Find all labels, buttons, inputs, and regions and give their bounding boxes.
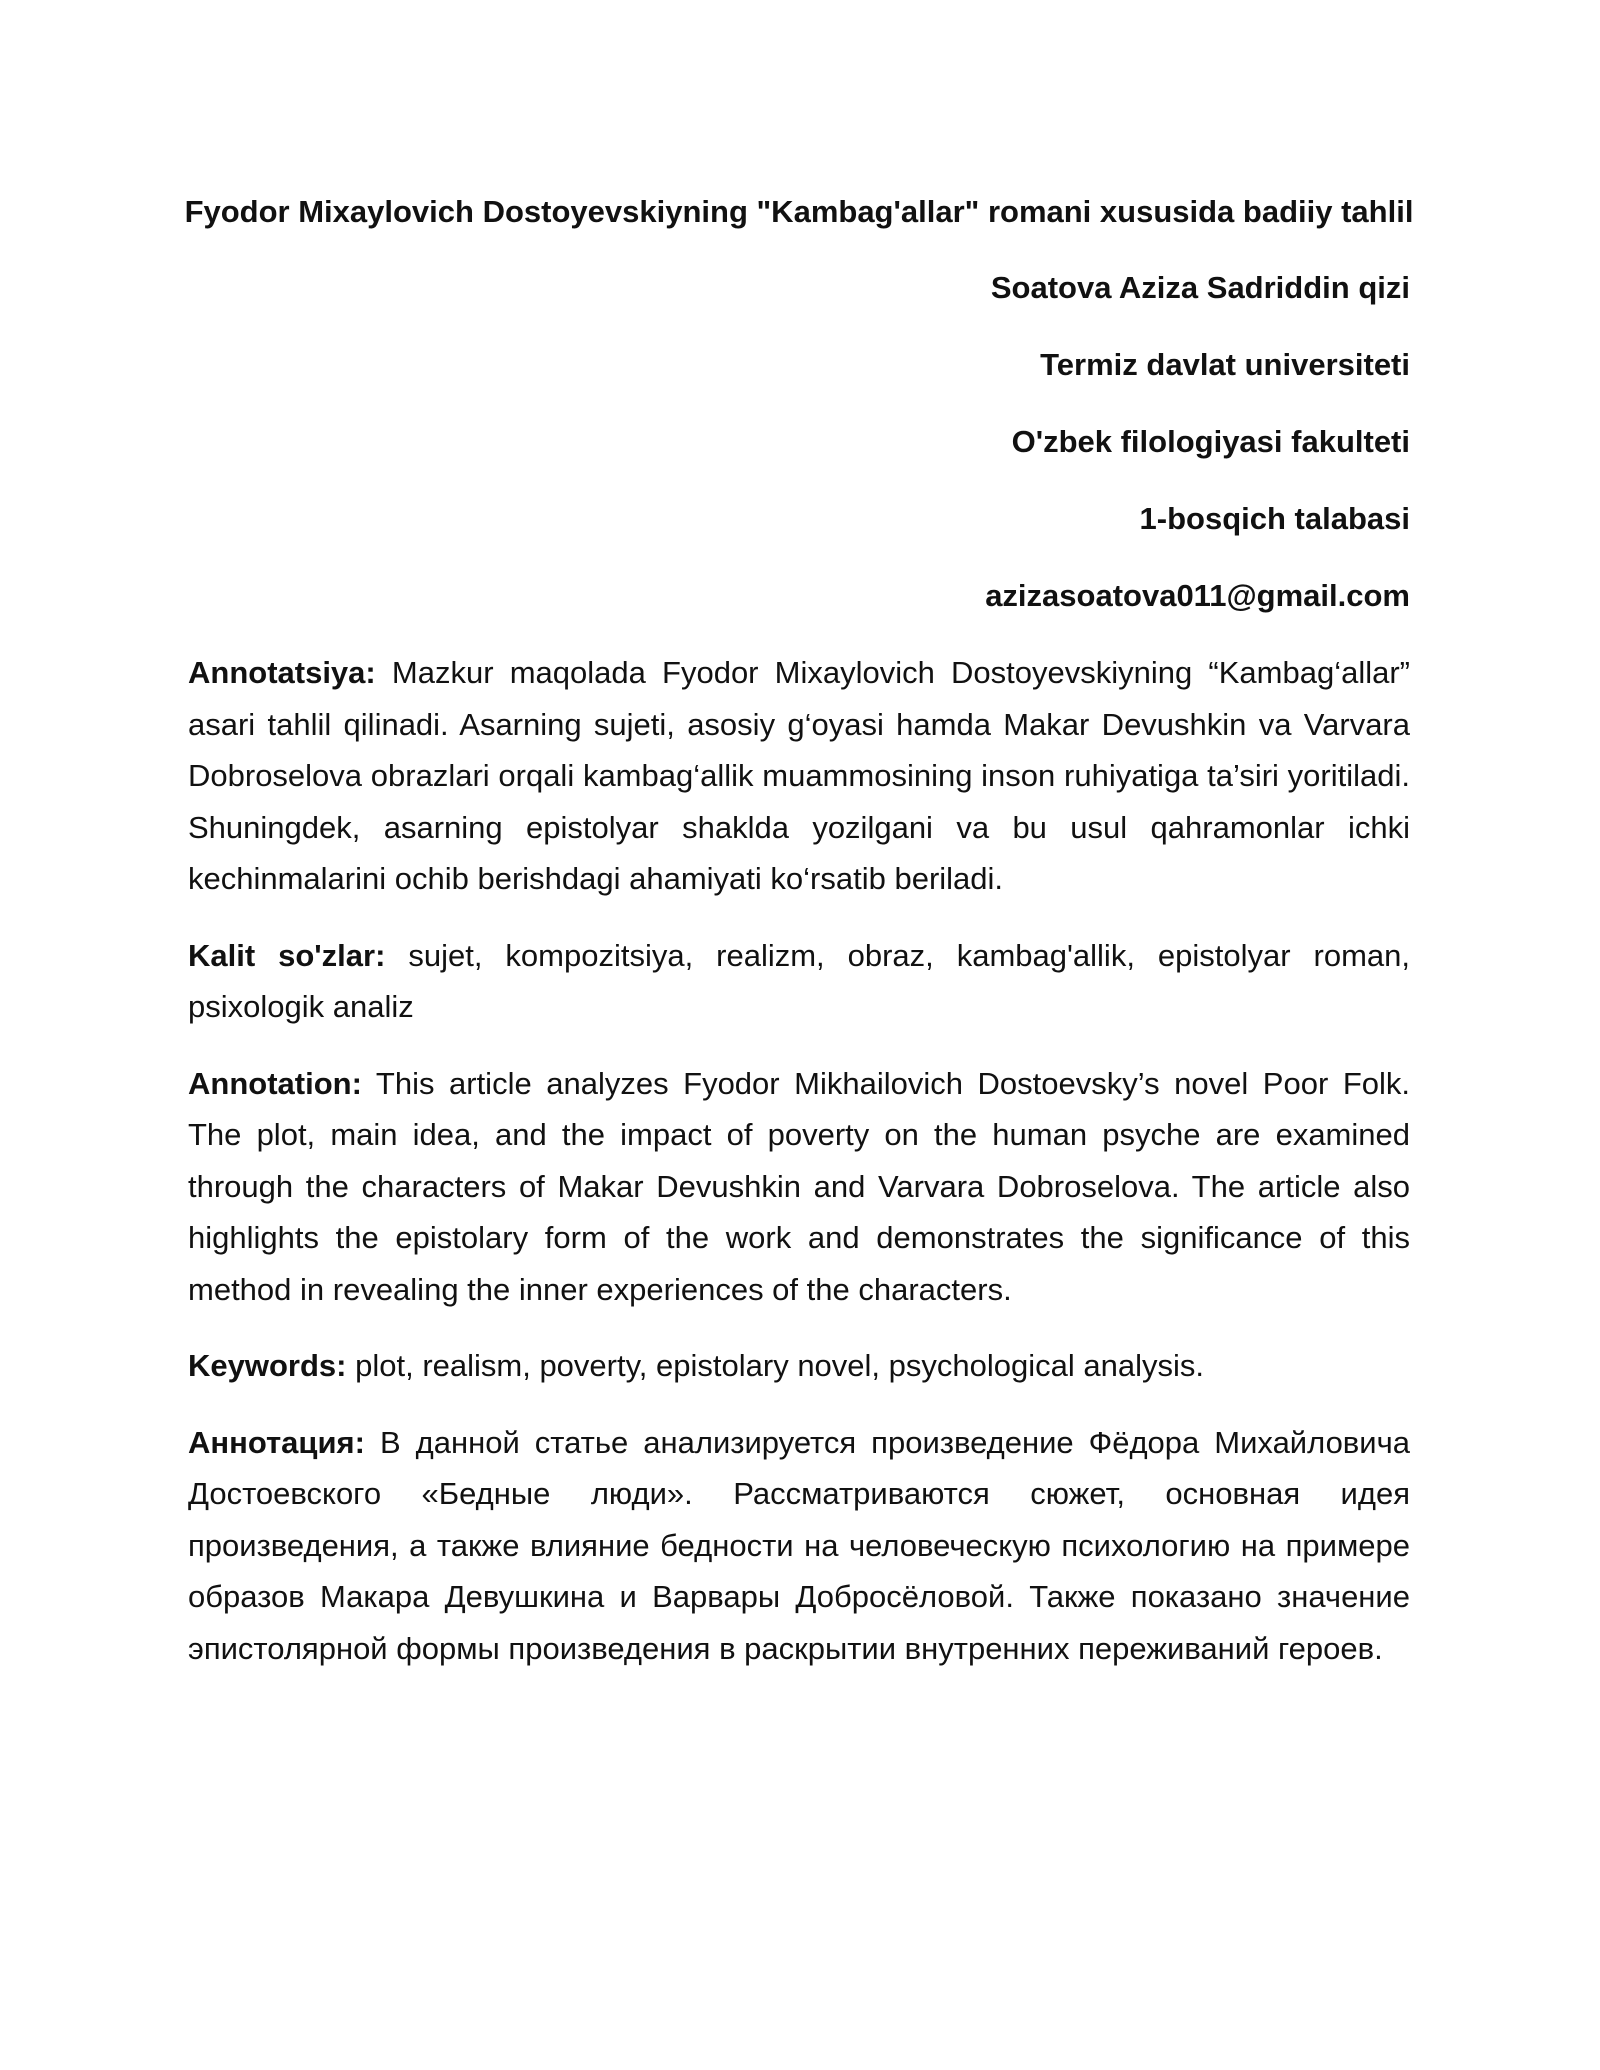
abstract-english — [188, 1058, 1410, 1316]
abstract-english-label: Annotation: — [188, 1065, 362, 1101]
article-title: Fyodor Mixaylovich Dostoyevskiyning "Kambag'allar" romani xususida badiiy tahlil — [184, 194, 1414, 229]
author-university: Termiz davlat universiteti — [1040, 347, 1410, 382]
abstract-english-text: This article analyzes Fyodor Mikhailovich Dostoevsky’s novel Poor Folk. The plot, main idea, and the impact of poverty on the human psyche are examined through the characters of Makar Devushkin and Varvara Dobroselova. The article also highlights the epistolary form of the work and demonstrates the significance of this method in revealing the inner experiences of the characters. — [188, 1065, 1410, 1307]
abstract-uzbek-text: Mazkur maqolada Fyodor Mixaylovich Dostoyevskiyning “Kambag‘allar” asari tahlil qilinadi. Asarning sujeti, asosiy g‘oyasi hamda Makar Devushkin va Varvara Dobroselova obrazlari orqali kambag‘allik muammosining inson ruhiyatiga ta’siri yoritiladi. Shuningdek, asarning epistolyar shaklda yozilgani va bu usul qahramonlar ichki kechinmalarini ochib berishdagi ahamiyati ko‘rsatib beriladi. — [188, 655, 1410, 896]
abstract-uzbek — [188, 647, 1410, 905]
author-email: azizasoatova011@gmail.com — [985, 578, 1410, 613]
keywords-english — [188, 1340, 1410, 1392]
author-name: Soatova Aziza Sadriddin qizi — [990, 270, 1410, 305]
keywords-english-text: plot, realism, poverty, epistolary novel, psychological analysis. — [355, 1348, 1204, 1383]
abstract-russian-text: В данной статье анализируется произведение Фёдора Михайловича Достоевского «Бедные люди». Рассматриваются сюжет, основная идея произведения, а также влияние бедности на человеческую психологию на примере образов Макара Девушкина и Варвары Доброcёловой. Также показано значение эпистолярной формы произведения в раскрытии внутренних переживаний героев. — [188, 1424, 1410, 1666]
author-faculty: O'zbek filologiyasi fakulteti — [1011, 424, 1410, 459]
abstract-russian — [188, 1417, 1410, 1675]
keywords-english-label: Keywords: — [188, 1348, 347, 1383]
keywords-uzbek-text: sujet, kompozitsiya, realizm, obraz, kambag'allik, epistolyar roman, psixologik analiz — [188, 937, 1410, 1024]
author-level: 1-bosqich talabasi — [1139, 501, 1410, 536]
document-page — [184, 186, 1414, 1699]
keywords-uzbek-label: Kalit so'zlar: — [188, 937, 386, 973]
abstract-uzbek-label: Annotatsiya: — [188, 655, 376, 690]
keywords-uzbek — [188, 930, 1410, 1033]
abstract-russian-label: Аннотация: — [188, 1424, 365, 1460]
